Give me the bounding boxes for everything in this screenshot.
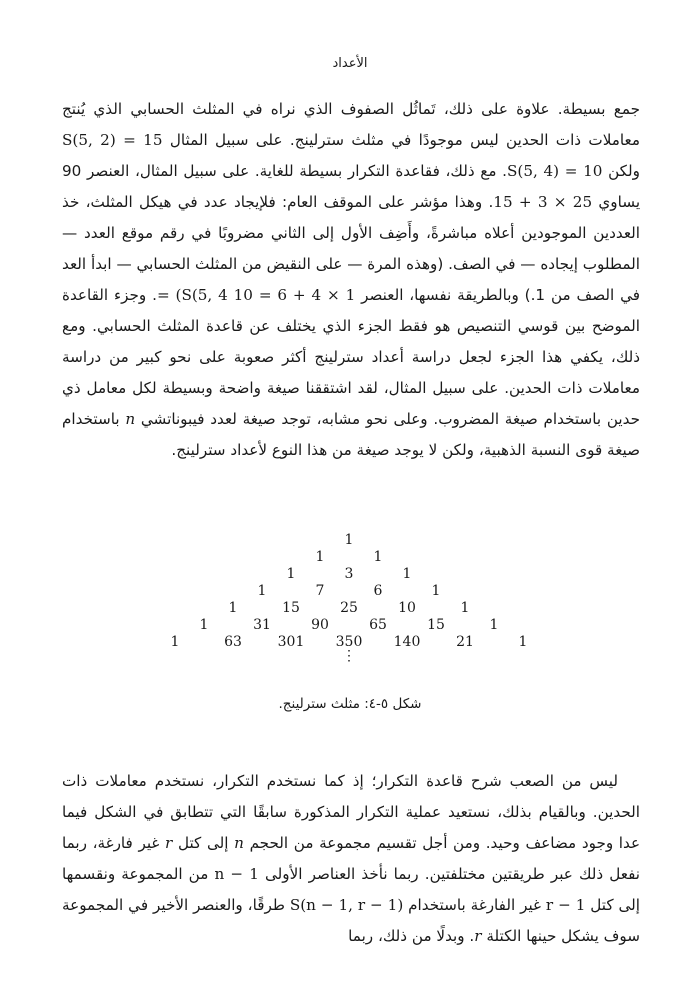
triangle-cell: 7 [315, 583, 325, 599]
body-paragraph-2 [62, 766, 640, 952]
triangle-cell: 90 [311, 617, 329, 633]
p1-line-3b: . مع ذلك، فقاعدة التكرار بسيطة للغاية. على سبيل المثال، العنصر [86, 162, 507, 180]
p2-variable-n: n [234, 834, 244, 852]
p2-variable-r-2: r [474, 927, 482, 945]
triangle-continuation: ⋮ [342, 648, 356, 664]
triangle-cell: 1 [518, 634, 528, 650]
p1-variable-n: n [125, 410, 136, 428]
p2-line-4a: كتل [177, 834, 202, 852]
p1-line-12a: توجد صيغة لعدد فيبوناتشي [140, 410, 311, 428]
p1-formula-90: 15 + 3 × 25 [493, 193, 593, 211]
figure-caption: شكل ٥-٤: مثلث سترلينج. [278, 696, 422, 712]
p2-line-3b: إلى [206, 834, 229, 852]
p1-line-3a: ولكن [608, 162, 640, 180]
triangle-cell: 1 [228, 600, 238, 616]
triangle-cell: 25 [340, 600, 358, 616]
triangle-cell: 350 [335, 634, 363, 650]
p2-variable-r: r [165, 834, 173, 852]
p1-line-10: على نحو كبير من دراسة معاملات ذات الحدين. على سبيل المثال، لقد اشتققنا صيغة [62, 348, 640, 397]
triangle-cell: 1 [373, 549, 383, 565]
triangle-cell: 3 [344, 566, 354, 582]
p1-line-5: خذ العددين الموجودين أعلاه مباشرةً، وأَضِف الأول إلى الثاني مضروبًا في رقم موقع [62, 193, 640, 242]
p2-line-1: ليس من الصعب شرح قاعدة التكرار؛ إذ كما نستخدم التكرار، نستخدم معاملات [95, 772, 619, 790]
p1-line-2: معاملات ذات الحدين ليس موجودًا في مثلث سترلينج. على سبيل المثال [169, 131, 640, 149]
triangle-cell: 10 [398, 600, 416, 616]
p1-line-6: العدد — المطلوب إيجاده — في الصف. (وهذه المرة — على النقيض من المثلث الحسابي [62, 224, 641, 273]
p2-formula-r-minus-1: r − 1 [545, 896, 586, 914]
p1-line-11: واضحة وبسيطة لكل معامل ذي حدين باستخدام صيغة المضروب. وعلى نحو مشابه، [62, 379, 640, 428]
p1-line-7a: — ابدأ العد في الصف من 1.) وبالطريقة نفسها، العنصر [62, 255, 641, 304]
triangle-cell: 1 [315, 549, 325, 565]
triangle-cell: 140 [393, 634, 421, 650]
triangle-cell: 1 [170, 634, 180, 650]
p2-line-5a: من المجموعة ونقسمها إلى كتل [62, 865, 641, 914]
p2-formula-n-minus-1: n − 1 [214, 865, 259, 883]
running-head: الأعداد [332, 56, 368, 71]
p2-line-6b: . وبدلًا من ذلك، ربما [348, 927, 475, 945]
triangle-cell: 1 [286, 566, 296, 582]
body-paragraph-1: جمع بسيطة. علاوة على ذلك، تَماثُل الصفوف الذي نراه في المثلث الحسابي الذي يُنتج معاملات ذات الحدين ليس موجودًا في مثلث سترلينج. على سبيل المثال S(5, 2) = 15 ولكن S(5, 4) = 10. مع ذلك، فقاعدة التكرار بسيطة للغاية. على سبيل المثال، العنصر 90 يساوي 15 + 3 × 25. وهذا مؤشر على الموقف العام: فلإيجاد عدد في هيكل المثلث، خذ العددين الموجودين أعلاه مباشرةً، وأَضِف الأول إلى الثاني مضروبًا في رقم موقع العدد — المطلوب إيجاده — في الصف. (وهذه المرة — على النقيض من المثلث الحسابي — ابدأ العد في الصف من 1.) وبالطريقة نفسها، العنصر 10 = 6 + 4 × 1 = (S(5, 4. وجزء القاعدة الموضح بين قوسي التنصيص هو فقط الجزء الذي يختلف عن قاعدة المثلث الحسابي. ومع ذلك، يكفي هذا الجزء لجعل دراسة أعداد سترلينج أكثر صعوبة على نحو كبير من دراسة معاملات ذات الحدين. على سبيل المثال، لقد اشتققنا صيغة واضحة وبسيطة لكل معامل ذي حدين باستخدام صيغة المضروب. وعلى نحو مشابه، توجد صيغة لعدد فيبوناتشي n باستخدام صيغة قوى النسبة الذهبية، ولكن لا يوجد صيغة من هذا النوع لأعداد سترلينج. [62, 100, 641, 459]
p1-line-9: المثلث الحسابي. ومع ذلك، يكفي هذا الجزء لجعل دراسة أعداد سترلينج أكثر صعوبة [62, 317, 641, 366]
p2-line-5b: غير الفارغة باستخدام [408, 896, 542, 914]
triangle-cell: 21 [456, 634, 474, 650]
p2-line-2: ذات الحدين. وبالقيام بذلك، نستعيد عملية التكرار المذكورة سابقًا التي تتطابق في [62, 772, 640, 821]
triangle-cell: 15 [427, 617, 445, 633]
stirling-triangle-figure [0, 532, 700, 672]
p2-line-3a: الشكل فيما عدا وجود مضاعف وحيد. ومن أجل تقسيم مجموعة من الحجم [62, 803, 641, 852]
triangle-cell: 63 [224, 634, 242, 650]
triangle-cell: 1 [257, 583, 267, 599]
p1-line-4b: . وهذا مؤشر على الموقف العام: فلإيجاد عدد في هيكل المثلث، [85, 193, 494, 211]
triangle-cell: 1 [402, 566, 412, 582]
p1-formula-s54-b: = (S(5, 4 [156, 286, 228, 304]
triangle-cell: 31 [253, 617, 271, 633]
p1-formula-10: 10 = 6 + 4 × 1 [233, 286, 356, 304]
p2-line-6a: طرقًا، والعنصر الأخير في المجموعة سوف يشكل حينها الكتلة [62, 896, 640, 945]
p2-formula-s-n-r: S(n − 1, r − 1) [289, 896, 404, 914]
triangle-cell: 15 [282, 600, 300, 616]
triangle-cell: 1 [460, 600, 470, 616]
triangle-cell: 6 [373, 583, 383, 599]
p1-line-1: جمع بسيطة. علاوة على ذلك، تَماثُل الصفوف الذي نراه في المثلث الحسابي الذي يُنتج [62, 100, 640, 118]
triangle-cell: 1 [489, 617, 499, 633]
p1-line-13: صيغة من هذا النوع لأعداد سترلينج. [171, 441, 390, 459]
p1-line-8: وجزء القاعدة الموضح بين قوسي التنصيص هو فقط الجزء الذي يختلف عن قاعدة [62, 286, 641, 335]
p1-formula-s52: S(5, 2) = 15 [62, 131, 163, 149]
triangle-cell: 1 [431, 583, 441, 599]
p1-line-4a: 90 يساوي [62, 162, 641, 211]
p2-line-4b: غير فارغة، ربما نفعل ذلك عبر طريقتين مختلفتين. ربما نأخذ العناصر الأولى [62, 834, 641, 883]
triangle-cell: 301 [277, 634, 305, 650]
triangle-cell: 1 [344, 532, 354, 548]
triangle-cell: 1 [199, 617, 209, 633]
triangle-cell: 65 [369, 617, 387, 633]
p1-formula-s54: S(5, 4) = 10 [506, 162, 603, 180]
p1-line-12b: باستخدام صيغة قوى النسبة الذهبية، ولكن لا يوجد [62, 410, 640, 459]
